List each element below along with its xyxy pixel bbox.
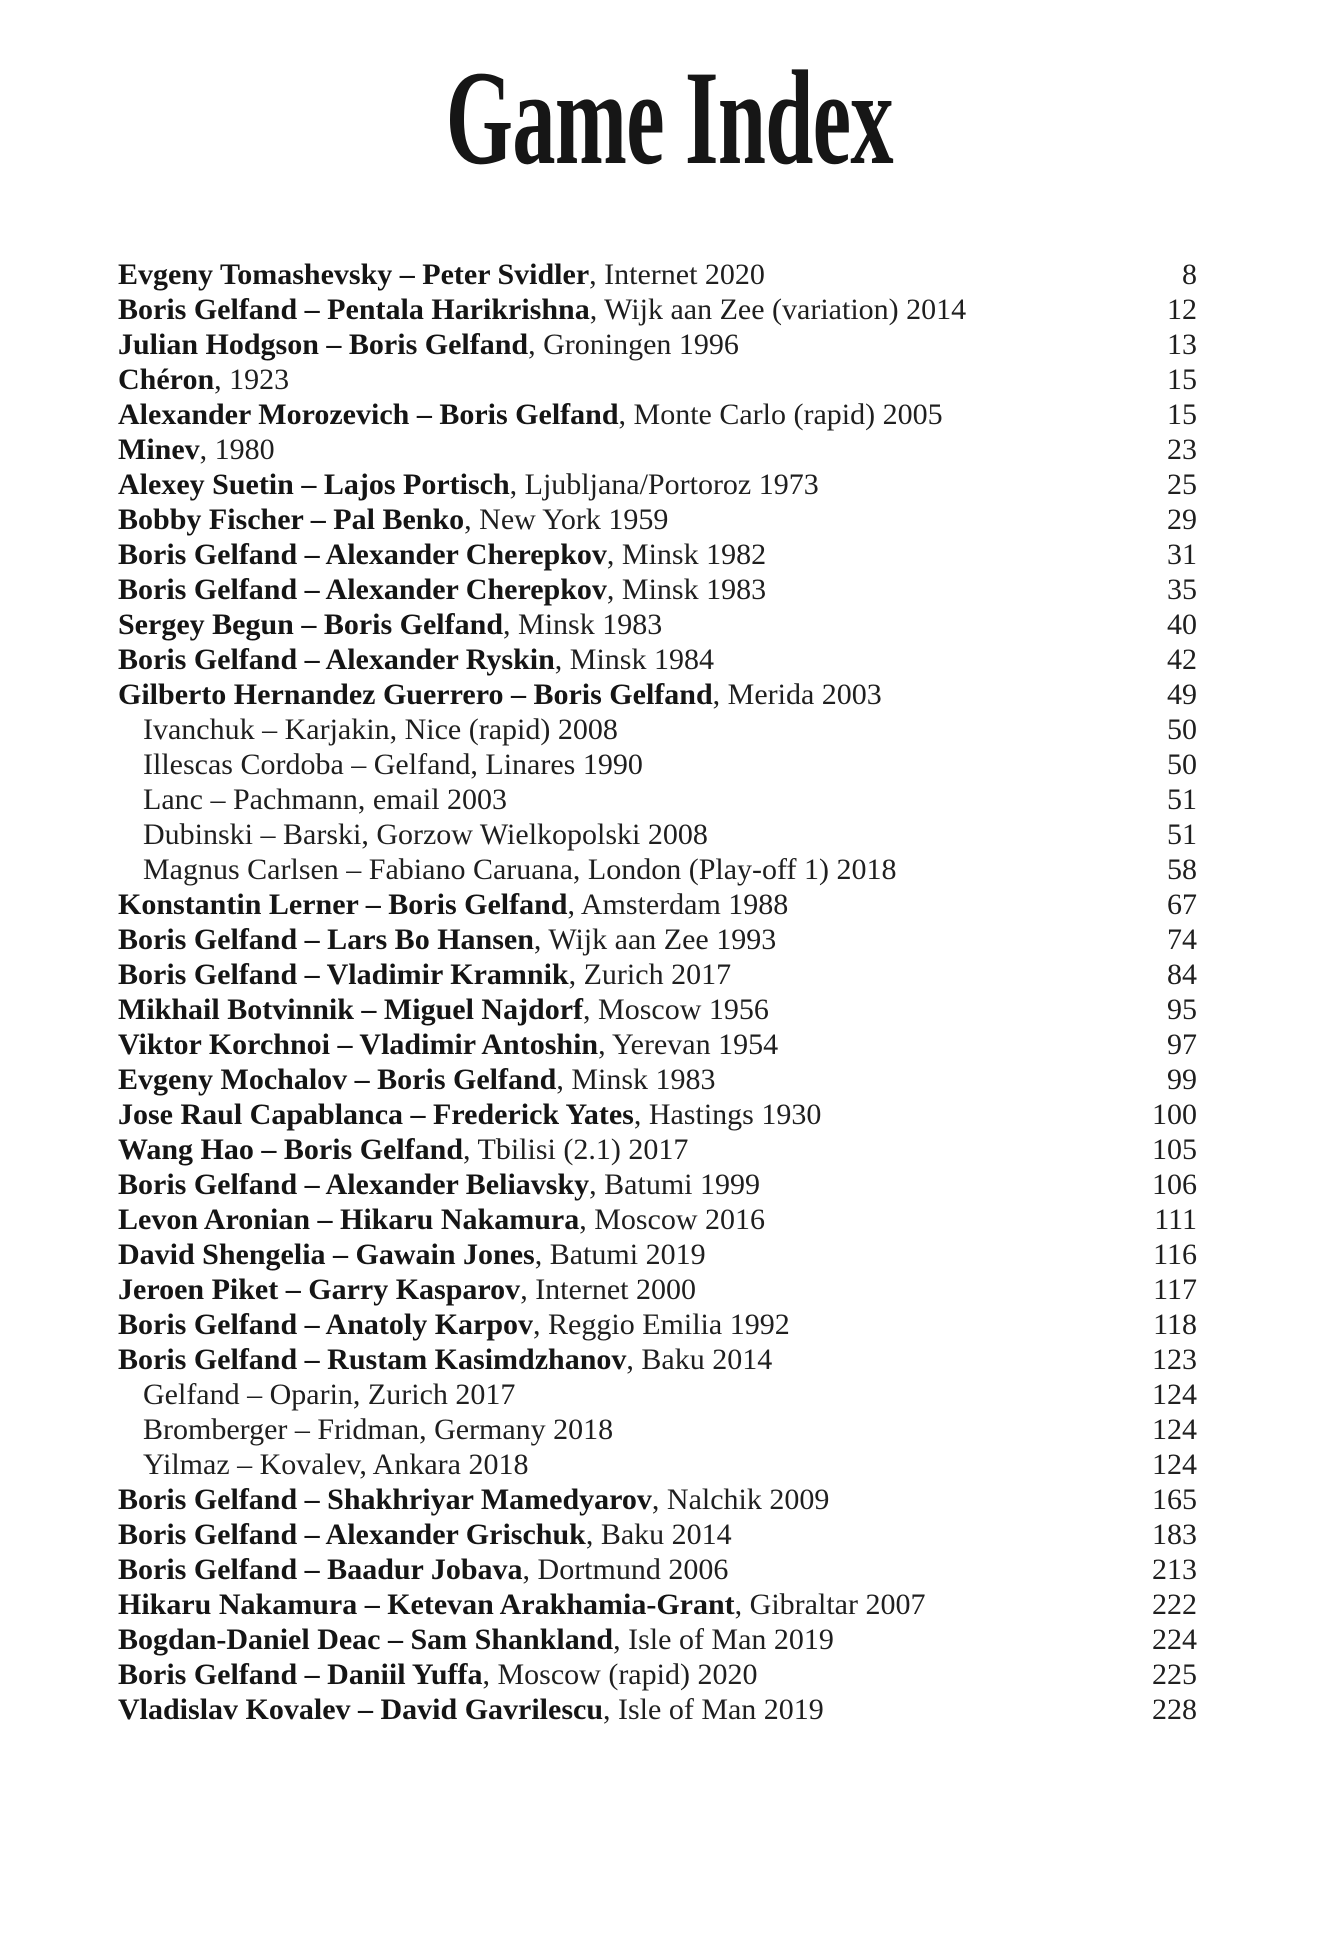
index-entry-text <box>118 1027 1107 1062</box>
index-entry-page-number: 58 <box>1167 853 1197 886</box>
index-entry-text <box>118 712 1107 747</box>
index-entry <box>118 887 1197 922</box>
index-entry-details: , Batumi 1999 <box>589 1168 760 1201</box>
index-entry-page-number: 95 <box>1167 993 1197 1026</box>
index-entry-page-number: 225 <box>1152 1658 1197 1691</box>
index-entry <box>118 957 1197 992</box>
index-entry <box>118 1237 1197 1272</box>
index-entry-details: , Dortmund 2006 <box>522 1553 729 1586</box>
index-entry-page-number: 117 <box>1153 1273 1197 1306</box>
index-entry-page-number: 100 <box>1152 1098 1197 1131</box>
index-entry <box>118 292 1197 327</box>
index-entry-players: Konstantin Lerner – Boris Gelfand <box>118 888 568 921</box>
index-entry-page-number: 213 <box>1152 1553 1197 1586</box>
game-index-list <box>118 257 1197 1727</box>
index-entry-details: , Groningen 1996 <box>528 328 739 361</box>
index-entry <box>118 1062 1197 1097</box>
index-entry <box>118 607 1197 642</box>
index-entry-text <box>118 1552 1107 1587</box>
index-entry-details: , Yerevan 1954 <box>598 1028 779 1061</box>
index-entry <box>118 397 1197 432</box>
index-entry-text <box>118 1692 1107 1727</box>
index-entry-text <box>118 572 1107 607</box>
index-entry-players: Hikaru Nakamura – Ketevan Arakhamia-Grant <box>118 1588 735 1621</box>
index-entry-text <box>118 1097 1107 1132</box>
index-entry-text <box>118 1237 1107 1272</box>
index-entry-text <box>118 1447 1107 1482</box>
index-entry-page-number: 67 <box>1167 888 1197 921</box>
index-entry-players: Boris Gelfand – Vladimir Kramnik <box>118 958 569 991</box>
index-entry-text <box>118 607 1107 642</box>
index-entry-page-number: 13 <box>1167 328 1197 361</box>
index-entry-page-number: 106 <box>1152 1168 1197 1201</box>
index-entry-players: Boris Gelfand – Anatoly Karpov <box>118 1308 534 1341</box>
index-entry <box>118 1482 1197 1517</box>
index-entry-text <box>118 292 1107 327</box>
index-entry-text <box>118 1202 1107 1237</box>
index-entry-page-number: 49 <box>1167 678 1197 711</box>
index-entry-players: Sergey Begun – Boris Gelfand <box>118 608 504 641</box>
index-entry <box>118 257 1197 292</box>
index-entry-details: , Moscow 1956 <box>583 993 769 1026</box>
index-entry-text <box>118 432 1107 467</box>
index-entry-page-number: 74 <box>1167 923 1197 956</box>
index-entry <box>118 1272 1197 1307</box>
index-entry-text <box>118 1062 1107 1097</box>
index-entry-players: Julian Hodgson – Boris Gelfand <box>118 328 529 361</box>
index-entry-players: Boris Gelfand – Rustam Kasimdzhanov <box>118 1343 627 1376</box>
index-entry-players: Jeroen Piket – Garry Kasparov <box>118 1273 521 1306</box>
index-entry <box>118 1657 1197 1692</box>
index-entry-text <box>118 1622 1107 1657</box>
index-entry <box>118 1202 1197 1237</box>
index-entry-details: , Gibraltar 2007 <box>734 1588 926 1621</box>
index-entry-text <box>118 362 1107 397</box>
index-entry <box>118 362 1197 397</box>
index-entry-text <box>118 747 1107 782</box>
index-entry-page-number: 97 <box>1167 1028 1197 1061</box>
index-entry-players: Alexander Morozevich – Boris Gelfand <box>118 398 619 431</box>
index-entry-page-number: 224 <box>1152 1623 1197 1656</box>
page-title-wrap <box>0 44 1339 193</box>
book-page <box>0 44 1339 1941</box>
index-entry <box>118 1167 1197 1202</box>
index-entry <box>118 817 1197 852</box>
index-entry-text <box>118 257 1107 292</box>
index-entry-text <box>118 922 1107 957</box>
index-entry <box>118 1552 1197 1587</box>
index-entry-page-number: 84 <box>1167 958 1197 991</box>
index-entry-page-number: 116 <box>1153 1238 1197 1271</box>
index-entry <box>118 467 1197 502</box>
index-entry <box>118 1377 1197 1412</box>
index-entry <box>118 1027 1197 1062</box>
index-entry-text <box>118 817 1107 852</box>
index-entry-players: Boris Gelfand – Lars Bo Hansen <box>118 923 534 956</box>
index-entry-details: , Isle of Man 2019 <box>613 1623 834 1656</box>
index-entry-page-number: 51 <box>1167 818 1197 851</box>
index-entry-page-number: 42 <box>1167 643 1197 676</box>
index-entry-details: , Minsk 1983 <box>556 1063 716 1096</box>
index-entry-page-number: 123 <box>1152 1343 1197 1376</box>
index-entry-players: Alexey Suetin – Lajos Portisch <box>118 468 510 501</box>
index-entry-details: Bromberger – Fridman, Germany 2018 <box>143 1413 614 1446</box>
index-entry-players: Evgeny Mochalov – Boris Gelfand <box>118 1063 557 1096</box>
index-entry-text <box>118 537 1107 572</box>
index-entry-players: Boris Gelfand – Alexander Beliavsky <box>118 1168 590 1201</box>
index-entry-details: , Amsterdam 1988 <box>567 888 789 921</box>
index-entry-page-number: 165 <box>1152 1483 1197 1516</box>
index-entry-details: , Moscow (rapid) 2020 <box>482 1658 758 1691</box>
index-entry <box>118 572 1197 607</box>
index-entry-details: , New York 1959 <box>464 503 669 536</box>
index-entry-details: Yilmaz – Kovalev, Ankara 2018 <box>143 1448 529 1481</box>
index-entry-players: Wang Hao – Boris Gelfand <box>118 1133 464 1166</box>
index-entry-text <box>118 1307 1107 1342</box>
index-entry-details: , Baku 2014 <box>626 1343 773 1376</box>
index-entry <box>118 1517 1197 1552</box>
index-entry-page-number: 51 <box>1167 783 1197 816</box>
index-entry-details: , Tbilisi (2.1) 2017 <box>463 1133 689 1166</box>
index-entry <box>118 1412 1197 1447</box>
index-entry-page-number: 35 <box>1167 573 1197 606</box>
index-entry <box>118 537 1197 572</box>
index-entry-text <box>118 992 1107 1027</box>
index-entry-details: , Minsk 1983 <box>503 608 663 641</box>
index-entry <box>118 1342 1197 1377</box>
index-entry-details: , Internet 2000 <box>520 1273 696 1306</box>
index-entry-page-number: 228 <box>1152 1693 1197 1726</box>
index-entry-details: , Wijk aan Zee (variation) 2014 <box>589 293 967 326</box>
index-entry <box>118 1447 1197 1482</box>
index-entry-details: , Nalchik 2009 <box>651 1483 830 1516</box>
index-entry-details: , Minsk 1983 <box>606 573 767 606</box>
index-entry <box>118 502 1197 537</box>
index-entry <box>118 747 1197 782</box>
index-entry <box>118 1132 1197 1167</box>
index-entry-details: Magnus Carlsen – Fabiano Caruana, London (Play-off 1) 2018 <box>143 853 897 886</box>
index-entry-players: Bobby Fischer – Pal Benko <box>118 503 465 536</box>
index-entry-page-number: 50 <box>1167 748 1197 781</box>
index-entry-details: , Ljubljana/Portoroz 1973 <box>509 468 819 501</box>
index-entry-players: Mikhail Botvinnik – Miguel Najdorf <box>118 993 584 1026</box>
index-entry-page-number: 25 <box>1167 468 1197 501</box>
index-entry-page-number: 105 <box>1152 1133 1197 1166</box>
index-entry-page-number: 8 <box>1182 258 1197 291</box>
index-entry <box>118 712 1197 747</box>
index-entry-text <box>118 1377 1107 1412</box>
index-entry <box>118 677 1197 712</box>
index-entry-players: David Shengelia – Gawain Jones <box>118 1238 535 1271</box>
index-entry-page-number: 124 <box>1152 1448 1197 1481</box>
index-entry-page-number: 222 <box>1152 1588 1197 1621</box>
index-entry-text <box>118 467 1107 502</box>
index-entry-players: Gilberto Hernandez Guerrero – Boris Gelfand <box>118 678 713 711</box>
index-entry <box>118 782 1197 817</box>
index-entry-players: Evgeny Tomashevsky – Peter Svidler <box>118 258 590 291</box>
index-entry-page-number: 15 <box>1167 398 1197 431</box>
index-entry-players: Boris Gelfand – Daniil Yuffa <box>118 1658 483 1691</box>
index-entry-page-number: 23 <box>1167 433 1197 466</box>
index-entry-details: , 1980 <box>199 433 275 466</box>
index-entry-text <box>118 1657 1107 1692</box>
index-entry-text <box>118 1517 1107 1552</box>
index-entry-page-number: 118 <box>1153 1308 1197 1341</box>
index-entry-players: Boris Gelfand – Alexander Cherepkov <box>118 538 607 571</box>
index-entry-page-number: 15 <box>1167 363 1197 396</box>
index-entry-text <box>118 887 1107 922</box>
index-entry-players: Levon Aronian – Hikaru Nakamura <box>118 1203 580 1236</box>
index-entry-details: , Reggio Emilia 1992 <box>533 1308 790 1341</box>
index-entry-details: Illescas Cordoba – Gelfand, Linares 1990 <box>143 748 643 781</box>
index-entry-details: , Baku 2014 <box>585 1518 732 1551</box>
index-entry-text <box>118 502 1107 537</box>
index-entry-page-number: 31 <box>1167 538 1197 571</box>
index-entry-players: Boris Gelfand – Shakhriyar Mamedyarov <box>118 1483 652 1516</box>
index-entry <box>118 852 1197 887</box>
index-entry-text <box>118 397 1107 432</box>
index-entry-details: , Zurich 2017 <box>568 958 732 991</box>
index-entry-details: , Batumi 2019 <box>534 1238 706 1271</box>
index-entry <box>118 922 1197 957</box>
index-entry-page-number: 40 <box>1167 608 1197 641</box>
index-entry <box>118 1307 1197 1342</box>
index-entry-details: , Minsk 1984 <box>554 643 714 676</box>
index-entry-players: Minev <box>118 433 200 466</box>
index-entry-page-number: 183 <box>1152 1518 1197 1551</box>
index-entry-details: , Wijk aan Zee 1993 <box>533 923 777 956</box>
index-entry-text <box>118 852 1107 887</box>
index-entry-text <box>118 957 1107 992</box>
index-entry-players: Boris Gelfand – Alexander Grischuk <box>118 1518 586 1551</box>
index-entry-details: Gelfand – Oparin, Zurich 2017 <box>143 1378 516 1411</box>
index-entry-text <box>118 327 1107 362</box>
index-entry-details: Ivanchuk – Karjakin, Nice (rapid) 2008 <box>143 713 618 746</box>
index-entry-text <box>118 677 1107 712</box>
index-entry-text <box>118 1412 1107 1447</box>
index-entry-page-number: 99 <box>1167 1063 1197 1096</box>
index-entry-players: Chéron <box>118 363 215 396</box>
index-entry-details: Dubinski – Barski, Gorzow Wielkopolski 2008 <box>143 818 708 851</box>
index-entry-details: , Minsk 1982 <box>606 538 767 571</box>
index-entry-text <box>118 1132 1107 1167</box>
index-entry <box>118 1097 1197 1132</box>
page-title: Game Index <box>445 44 894 193</box>
index-entry-page-number: 12 <box>1167 293 1197 326</box>
index-entry <box>118 1587 1197 1622</box>
index-entry <box>118 992 1197 1027</box>
index-entry-players: Boris Gelfand – Alexander Ryskin <box>118 643 555 676</box>
index-entry-players: Boris Gelfand – Baadur Jobava <box>118 1553 523 1586</box>
index-entry-text <box>118 1482 1107 1517</box>
index-entry-text <box>118 642 1107 677</box>
index-entry-text <box>118 782 1107 817</box>
index-entry-players: Bogdan-Daniel Deac – Sam Shankland <box>118 1623 614 1656</box>
index-entry-text <box>118 1342 1107 1377</box>
index-entry-text <box>118 1167 1107 1202</box>
index-entry <box>118 432 1197 467</box>
index-entry-details: , Hastings 1930 <box>633 1098 822 1131</box>
index-entry <box>118 1622 1197 1657</box>
index-entry-page-number: 124 <box>1152 1413 1197 1446</box>
index-entry-players: Viktor Korchnoi – Vladimir Antoshin <box>118 1028 599 1061</box>
index-entry-players: Boris Gelfand – Alexander Cherepkov <box>118 573 607 606</box>
index-entry-details: , 1923 <box>214 363 290 396</box>
index-entry-page-number: 111 <box>1154 1203 1197 1236</box>
index-entry-players: Jose Raul Capablanca – Frederick Yates <box>118 1098 634 1131</box>
index-entry <box>118 327 1197 362</box>
index-entry <box>118 642 1197 677</box>
index-entry-details: , Moscow 2016 <box>579 1203 766 1236</box>
index-entry-page-number: 50 <box>1167 713 1197 746</box>
index-entry-details: , Monte Carlo (rapid) 2005 <box>618 398 943 431</box>
index-entry-details: , Merida 2003 <box>712 678 882 711</box>
index-entry-details: , Internet 2020 <box>589 258 765 291</box>
index-entry-page-number: 124 <box>1152 1378 1197 1411</box>
index-entry-text <box>118 1272 1107 1307</box>
index-entry-players: Boris Gelfand – Pentala Harikrishna <box>118 293 590 326</box>
index-entry-text <box>118 1587 1107 1622</box>
index-entry-details: , Isle of Man 2019 <box>603 1693 824 1726</box>
index-entry-page-number: 29 <box>1167 503 1197 536</box>
index-entry-details: Lanc – Pachmann, email 2003 <box>143 783 508 816</box>
index-entry <box>118 1692 1197 1727</box>
index-entry-players: Vladislav Kovalev – David Gavrilescu <box>118 1693 604 1726</box>
